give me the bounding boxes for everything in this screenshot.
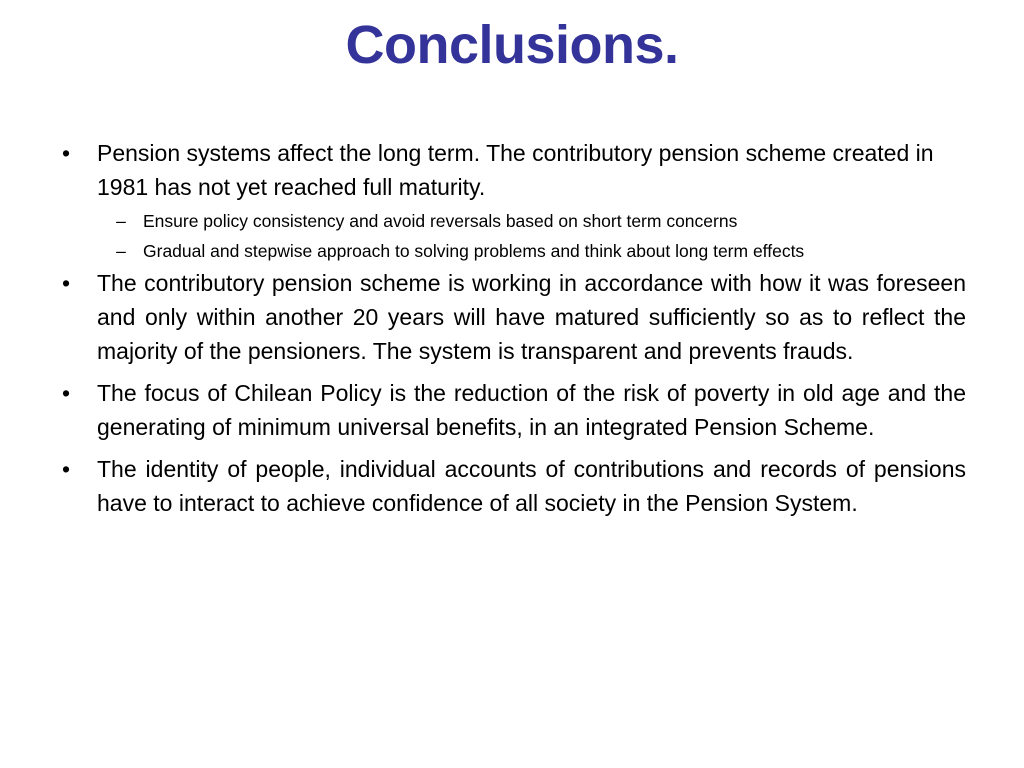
slide-title: Conclusions. bbox=[345, 15, 679, 75]
sub-bullet-list bbox=[56, 208, 966, 264]
sub-bullet-marker: – bbox=[116, 211, 126, 231]
bullet-marker: • bbox=[61, 270, 71, 296]
bullet-item bbox=[56, 452, 966, 520]
bullet-item bbox=[56, 266, 966, 368]
bullet-marker: • bbox=[61, 140, 71, 166]
bullet-text: The focus of Chilean Policy is the reduction of the risk of poverty in old age and the generating of minimum universal benefits, in an integrated Pension Scheme. bbox=[97, 380, 966, 440]
bullet-text: The contributory pension scheme is working in accordance with how it was foreseen and only within another 20 years will have matured sufficiently so as to reflect the majority of the pensioners. The system is transparent and prevents frauds. bbox=[97, 270, 966, 364]
bullet-item bbox=[56, 136, 966, 204]
bullet-item bbox=[56, 376, 966, 444]
bullet-text: The identity of people, individual accounts of contributions and records of pensions have to interact to achieve confidence of all society in the Pension System. bbox=[97, 456, 966, 516]
bullet-marker: • bbox=[61, 456, 71, 482]
sub-bullet-marker: – bbox=[116, 241, 126, 261]
bullet-text: Pension systems affect the long term. The contributory pension scheme created in 1981 has not yet reached full maturity. bbox=[97, 140, 934, 200]
sub-bullet-text: Gradual and stepwise approach to solving problems and think about long term effects bbox=[143, 241, 805, 261]
sub-bullet-text: Ensure policy consistency and avoid reversals based on short term concerns bbox=[143, 211, 738, 231]
bullet-marker: • bbox=[61, 380, 71, 406]
sub-bullet-item bbox=[56, 208, 966, 234]
sub-bullet-item bbox=[56, 238, 966, 264]
slide-body bbox=[56, 136, 966, 520]
